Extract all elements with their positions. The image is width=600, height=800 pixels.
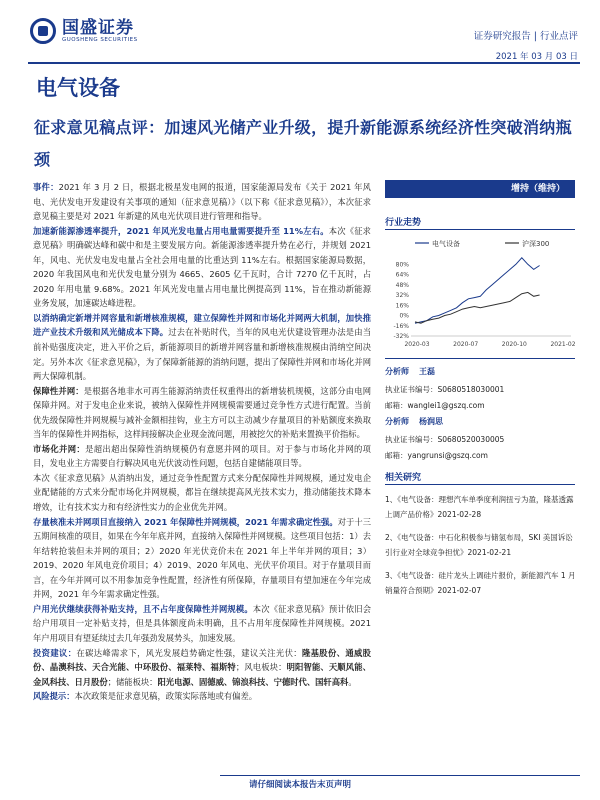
rating-badge: 增持（维持）	[385, 180, 575, 198]
paragraph-mechanism: 以消纳确定新增并网容量和新增核准规模，建立保障性并网和市场化并网两大机制，加快推进产业技术升级和风光储成本下降。过去在补贴时代，当年的风电光伏建设管理办法是由当前补贴强度决定，进入平价之后，新能源项目的新增并网容量和新增核准规模由消纳空间决定。另外本次《征求意见稿》，为了保障新能源的消纳问题，提出了保障性并网和市场化并网两大保障机制。	[33, 312, 371, 382]
series-line	[415, 258, 540, 323]
paragraph-penetration: 加速新能源渗透率提升，2021 年风光发电量占用电量需要提升至 11%左右。本次《征求意见稿》明确碳达峰和碳中和是主要发展方向。新能源渗透率提升势在必行，并规划 2021 年，风电、光伏发电发电量占全社会用电量的比重达到 11%左右。根据国家能源局数据，2020 年我国风电和光伏发电量分别为 4665、2605 亿千瓦时，合计 7270 亿千瓦时，占 2020 年用电量 9.68%。2021 年风光发电量占用电量比例提高到 11%，旨在推动新能源业务发展，加速碳达峰进程。	[33, 225, 371, 309]
logo-name-en: GUOSHENG SECURITIES	[62, 37, 138, 43]
report-date: 2021 年 03 月 03 日	[495, 52, 578, 62]
y-tick-label: 48%	[395, 281, 409, 289]
report-title: 征求意见稿点评：加速风光储产业升级，提升新能源系统经济性突破消纳瓶颈	[34, 118, 572, 169]
y-tick-label: 16%	[395, 302, 409, 310]
analyst-1-cert: 执业证书编号：S0680518030001	[385, 385, 505, 394]
related-title: 相关研究	[385, 473, 422, 483]
paragraph-summary: 本次《征求意见稿》从消纳出发，通过竞争性配置方式来分配保障性并网规模，通过发电企业配储能的方式来分配市场化并网规模，都旨在继续提高风光技术实力，推动储能技术降本增效，让有技术实力和有经济性实力的企业优先并网。	[33, 472, 371, 513]
trend-chart	[385, 236, 577, 350]
paragraph-investment: 投资建议：在碳达峰需求下，风光发展趋势确定性强，建议关注光伏：隆基股份、通威股份、晶澳科技、天合光能、中环股份、福莱特、福斯特；风电板块：明阳智能、天顺风能、金风科技、日月股份；储能板块：阳光电源、固德威、锦浪科技、宁德时代、国轩高科。	[33, 647, 371, 687]
analyst-1	[385, 366, 435, 377]
y-tick-label: -32%	[393, 333, 409, 340]
paragraph-market-grid: 市场化并网：是超出超出保障性消纳规模仍有意愿并网的项目。对于参与市场化并网的项目，发电业主方需要自行解决风电光伏波动性问题，包括自建储能项目等。	[33, 443, 371, 469]
analyst-1-email[interactable]: 邮箱：wanglei1@gszq.com	[385, 401, 485, 410]
related-list	[385, 492, 577, 606]
trend-title: 行业走势	[385, 218, 422, 228]
logo-icon	[30, 18, 56, 44]
related-item[interactable]: 1、《电气设备：理想汽车单季度利润扭亏为盈，隆基透露上调产品价格》2021-02-28	[385, 495, 574, 519]
analyst-2	[385, 416, 443, 427]
analyst-2-cert: 执业证书编号：S0680520030005	[385, 435, 505, 444]
company-logo	[30, 18, 138, 44]
related-divider	[385, 484, 575, 485]
y-tick-label: 64%	[395, 271, 409, 279]
y-tick-label: 32%	[395, 292, 409, 299]
logo-name-cn: 国盛证券	[62, 18, 134, 38]
related-item[interactable]: 3、《电气设备：硅片龙头上调硅片报价，新能源汽车 1 月销量符合预期》2021-02-07	[385, 571, 576, 595]
report-body	[33, 180, 371, 704]
paragraph-risk: 风险提示：本次政策是征求意见稿，政策实际落地或有偏差。	[33, 691, 258, 702]
legend-label: 沪深300	[522, 240, 550, 248]
x-tick-label: 2020-07	[453, 341, 479, 348]
legend-label: 电气设备	[432, 240, 460, 248]
paragraph-guaranteed-grid: 保障性并网：是根据各地非水可再生能源消纳责任权重得出的新增装机规模，这部分由电网保障并网。对于发电企业来说，被纳入保障性并网规模需要通过竞争性方式进行配置。当前优先级保障性并网规模与减补金额相挂钩，业主方可以主动减少存量项目的补贴额度来换取当年的保障性并网指标，这样间接解决企业现金流问题，用被挖欠的补贴来置换平价指标。	[33, 385, 371, 440]
trend-divider	[385, 229, 575, 230]
y-tick-label: 0%	[399, 312, 409, 320]
analyst-2-name: 杨润思	[419, 417, 443, 426]
x-tick-label: 2020-03	[404, 341, 430, 348]
x-tick-label: 2021-02	[550, 341, 576, 348]
paragraph-stock-projects: 存量核准未并网项目直接纳入 2021 年保障性并网规模，2021 年需求确定性强。对于十三五期间核准的项目，如果在今年年底并网，直接纳入保障性并网规模。这些项目包括：1）去年结转抢装但未并网的项目；2）2020 年光伏竞价未在 2021 年上半年并网的项目；3）2019、2020 年风电竞价项目；4）2019、2020 年风电、光伏平价项目。对于存量项目而言，在今年并网可以不用参加竞争性配置，经济性有所保障，存量项目有望加速在今年完成并网，2021 年今年需求确定性强。	[33, 516, 371, 600]
header-divider	[28, 62, 580, 64]
x-tick-label: 2020-10	[501, 341, 527, 348]
paragraph-household-pv: 户用光伏继续获得补贴支持，且不占年度保障性并网规模。本次《征求意见稿》预计依旧会给户用项目一定补贴支持，但是具体额度尚未明确，且不占用年度保障性并网规模。2021 年户用项目有望延续过去几年强劲发展势头，加速发展。	[33, 603, 371, 643]
analyst-1-name: 王磊	[419, 367, 435, 376]
paragraph-event: 事件：2021 年 3 月 2 日，根据北极星发电网的报道，国家能源局发布《关于 2021 年风电、光伏发电开发建设有关事项的通知（征求意见稿）》（以下称《征求意见稿》），本次征求意见稿主要是对 2021 年新建的风电光伏项目进行管理和指导。	[33, 182, 371, 222]
y-tick-label: -16%	[393, 322, 409, 330]
y-tick-label: 80%	[395, 261, 409, 269]
analyst-2-email[interactable]: 邮箱：yangrunsi@gszq.com	[385, 451, 488, 460]
report-type: 证券研究报告 | 行业点评	[473, 31, 578, 42]
analyst-1-role: 分析师	[385, 367, 409, 376]
industry-name: 电气设备	[36, 76, 120, 100]
footer-divider	[220, 775, 580, 776]
analyst-2-role: 分析师	[385, 417, 409, 426]
related-item[interactable]: 2、《电气设备：中石化积极参与储氢布局，SKI 美国诉讼引行业对全球竞争担忧》2021-02-21	[385, 533, 573, 557]
footer-disclaimer: 请仔细阅读本报告末页声明	[248, 780, 351, 790]
analyst-divider	[385, 358, 575, 359]
